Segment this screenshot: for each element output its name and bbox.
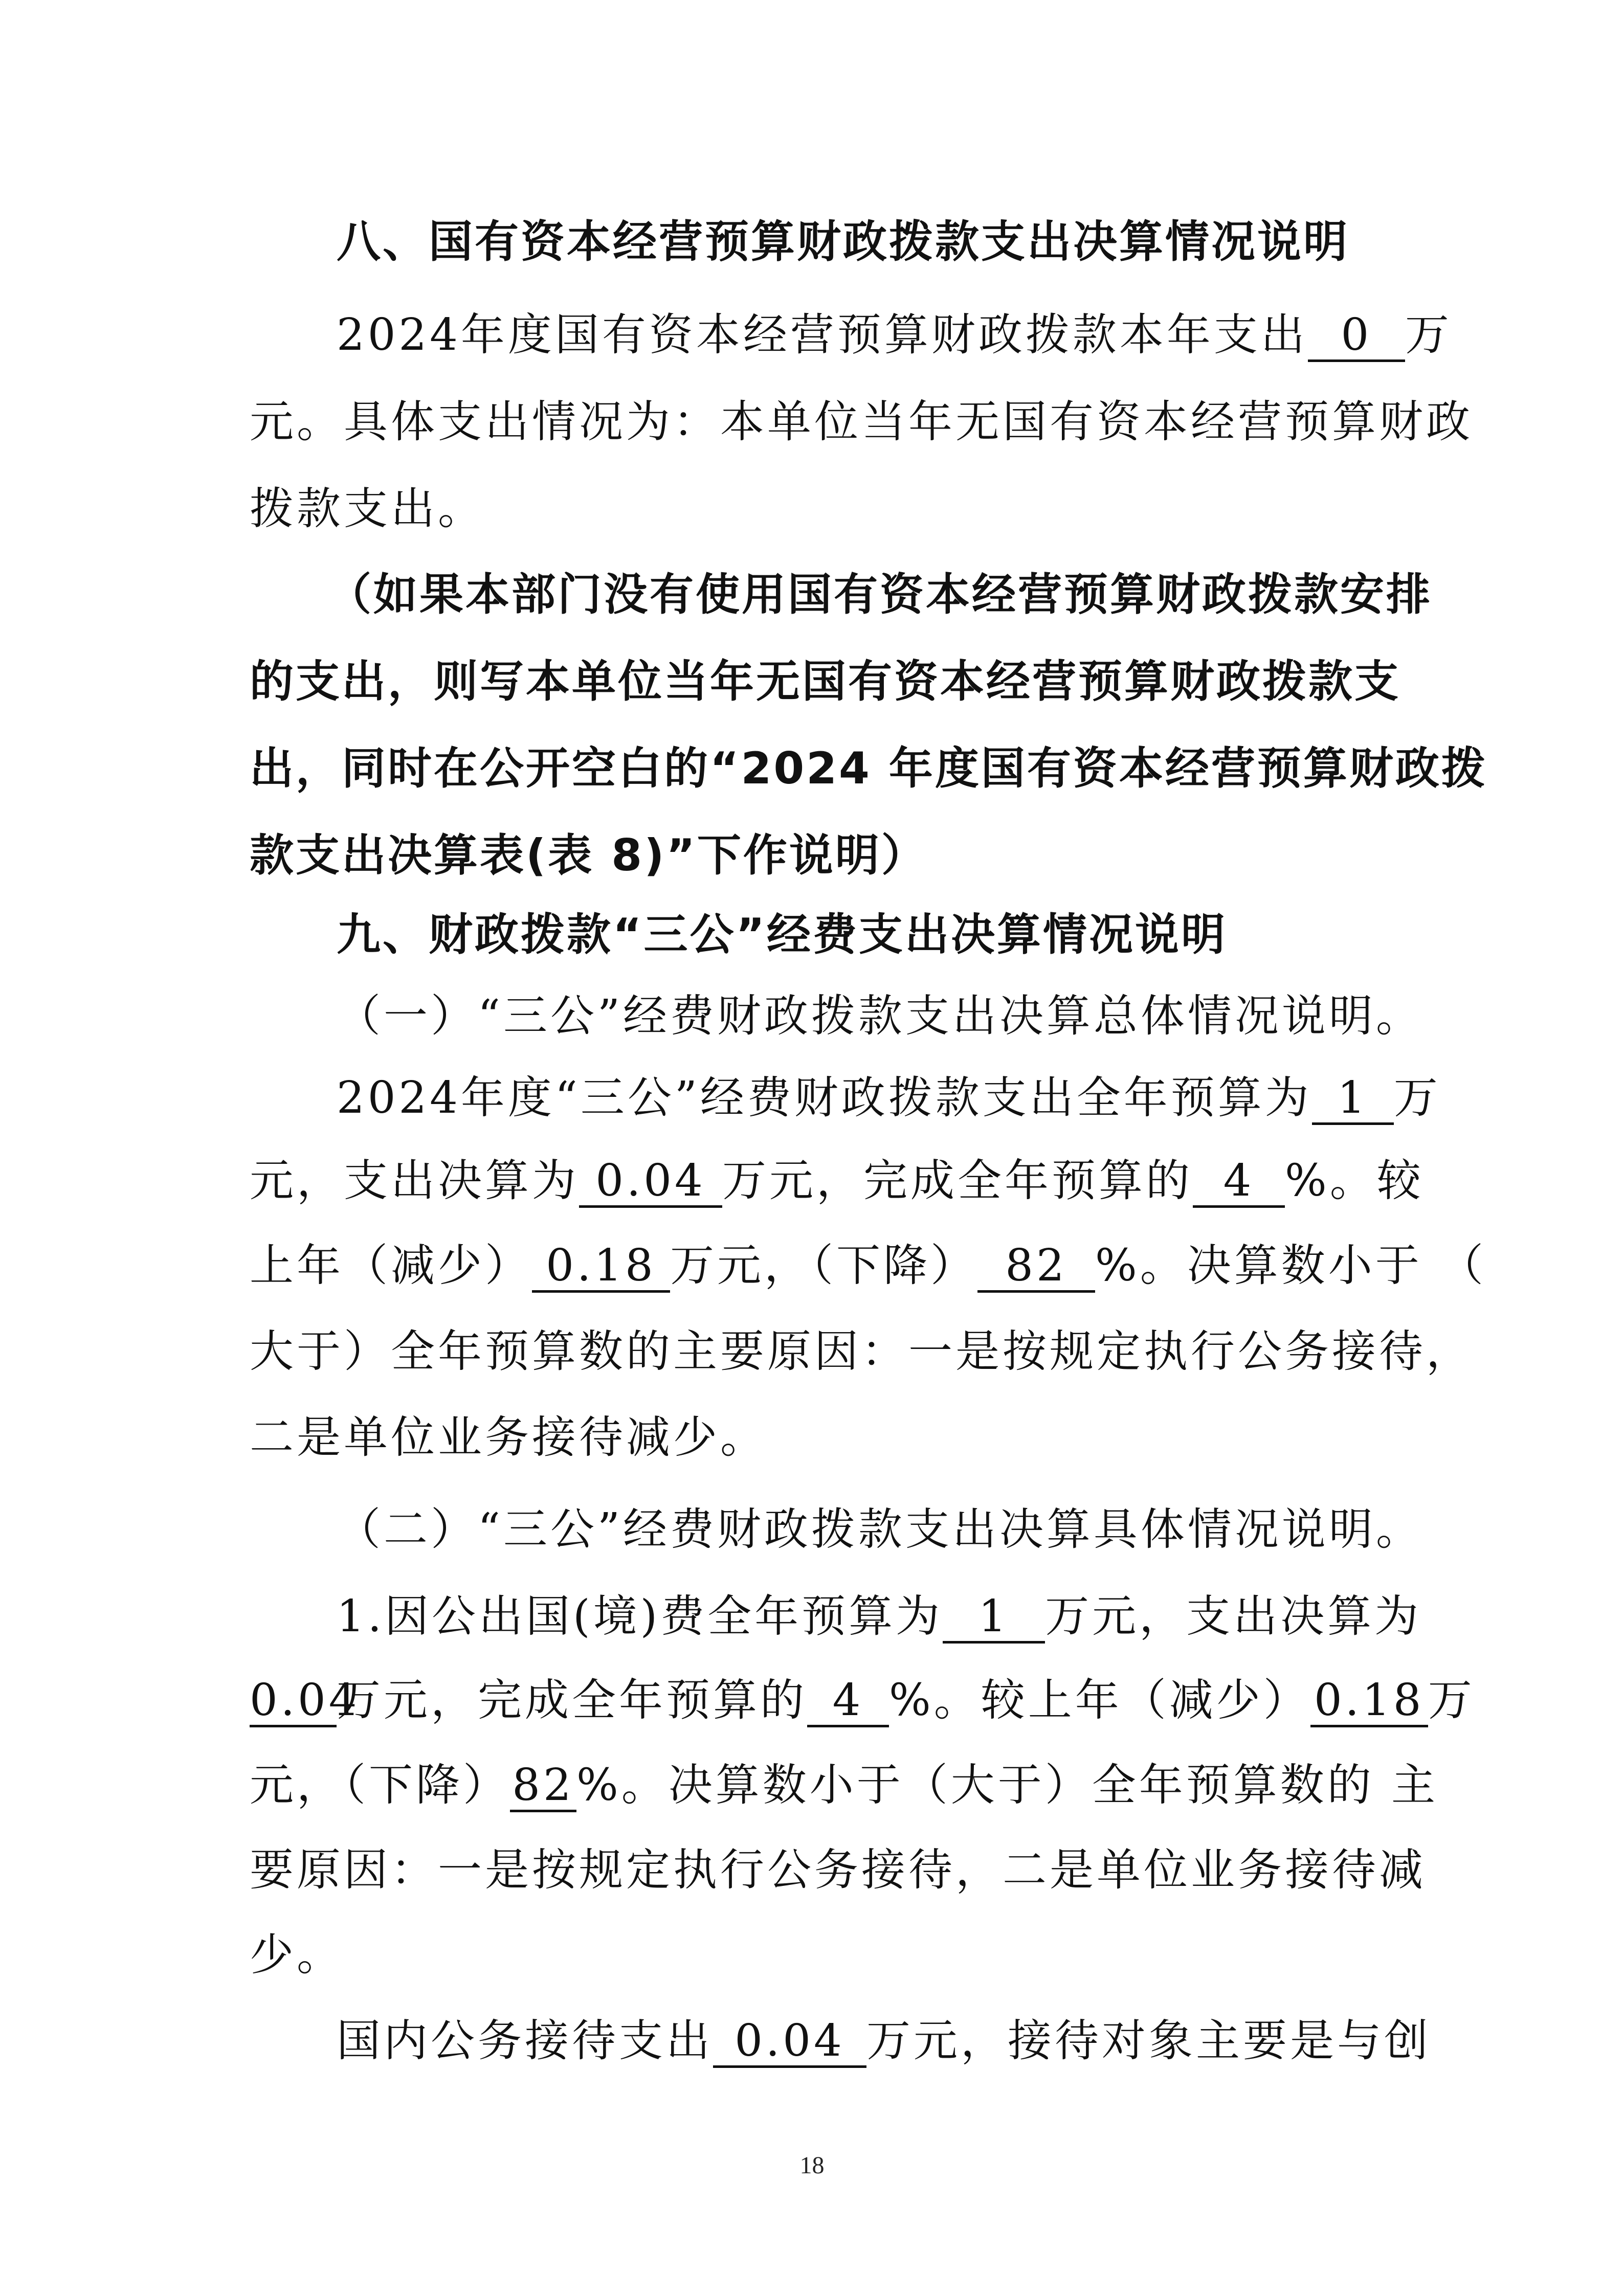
- filled-value: 0: [1308, 310, 1405, 362]
- paragraph-line: [337, 1070, 1441, 1126]
- text-segment: %。决算数小于（大于）全年预算数的 主: [576, 1760, 1439, 1811]
- filled-value: 0.04: [579, 1156, 722, 1208]
- filled-value: 0.04: [713, 2016, 866, 2068]
- text-segment: 万: [1393, 1072, 1441, 1123]
- text-segment: %。较上年（减少）: [889, 1675, 1310, 1726]
- note-line: 款支出决算表(表 8)”下作说明）: [250, 830, 927, 881]
- paragraph-line: [250, 1237, 1486, 1294]
- paragraph-line: [337, 1588, 1421, 1645]
- text-segment: %。较: [1285, 1155, 1424, 1206]
- filled-value: 0.18: [532, 1241, 670, 1293]
- paragraph-line: 要原因：一是按规定执行公务接待，二是单位业务接待减: [250, 1844, 1426, 1896]
- text-segment: 万元，完成全年预算的: [337, 1675, 807, 1726]
- text-segment: 1.因公出国(境)费全年预算为: [337, 1591, 943, 1642]
- filled-value: 0.18: [1310, 1676, 1428, 1727]
- paragraph-line: [250, 1153, 1424, 1209]
- text-segment: 元，（下降）: [250, 1760, 510, 1811]
- text-segment: 万元，完成全年预算的: [722, 1155, 1193, 1206]
- section-8-heading: 八、国有资本经营预算财政拨款支出决算情况说明: [337, 216, 1349, 267]
- text-segment: 万元，接待对象主要是与创: [866, 2015, 1431, 2066]
- text-segment: 国内公务接待支出: [337, 2015, 713, 2066]
- text-segment: 上年（减少）: [250, 1240, 532, 1291]
- filled-value: 4: [807, 1676, 889, 1727]
- paragraph-line: [250, 1672, 1475, 1728]
- paragraph-line: [250, 1757, 1438, 1813]
- page-number: 18: [799, 2152, 825, 2179]
- paragraph-line: 大于）全年预算数的主要原因：一是按规定执行公务接待，: [250, 1326, 1473, 1377]
- section-9-heading: 九、财政拨款“三公”经费支出决算情况说明: [337, 909, 1228, 960]
- filled-value: 4: [1193, 1156, 1285, 1208]
- text-segment: 2024年度国有资本经营预算财政拨款本年支出: [337, 309, 1308, 361]
- text-segment: %。决算数小于 （: [1095, 1240, 1487, 1291]
- text-segment: 2024年度“三公”经费财政拨款支出全年预算为: [337, 1072, 1312, 1123]
- filled-value: 1: [1312, 1073, 1394, 1125]
- filled-value: 82: [977, 1241, 1095, 1293]
- paragraph-line: [337, 307, 1452, 363]
- text-segment: 万元，（下降）: [670, 1240, 977, 1291]
- note-line: 出，同时在公开空白的“2024 年度国有资本经营预算财政拨: [250, 743, 1487, 794]
- subsection-2-heading: （二）“三公”经费财政拨款支出决算具体情况说明。: [337, 1504, 1423, 1555]
- text-segment: 万元，支出决算为: [1045, 1591, 1422, 1642]
- filled-value: 0.04: [250, 1676, 337, 1727]
- filled-value: 1: [943, 1592, 1045, 1644]
- paragraph-line: [337, 2013, 1431, 2069]
- paragraph-line: 二是单位业务接待减少。: [250, 1412, 767, 1463]
- paragraph-line: 拨款支出。: [250, 483, 485, 534]
- subsection-1-heading: （一）“三公”经费财政拨款支出决算总体情况说明。: [337, 991, 1423, 1042]
- paragraph-line: 少。: [250, 1929, 344, 1980]
- text-segment: 元，支出决算为: [250, 1155, 579, 1206]
- text-segment: 万: [1405, 309, 1452, 361]
- paragraph-line: 元。具体支出情况为：本单位当年无国有资本经营预算财政: [250, 396, 1473, 447]
- note-line: （如果本部门没有使用国有资本经营预算财政拨款安排: [327, 569, 1432, 620]
- filled-value: 82: [510, 1761, 576, 1812]
- text-segment: 万: [1428, 1675, 1475, 1726]
- note-line: 的支出，则写本单位当年无国有资本经营预算财政拨款支: [250, 656, 1400, 707]
